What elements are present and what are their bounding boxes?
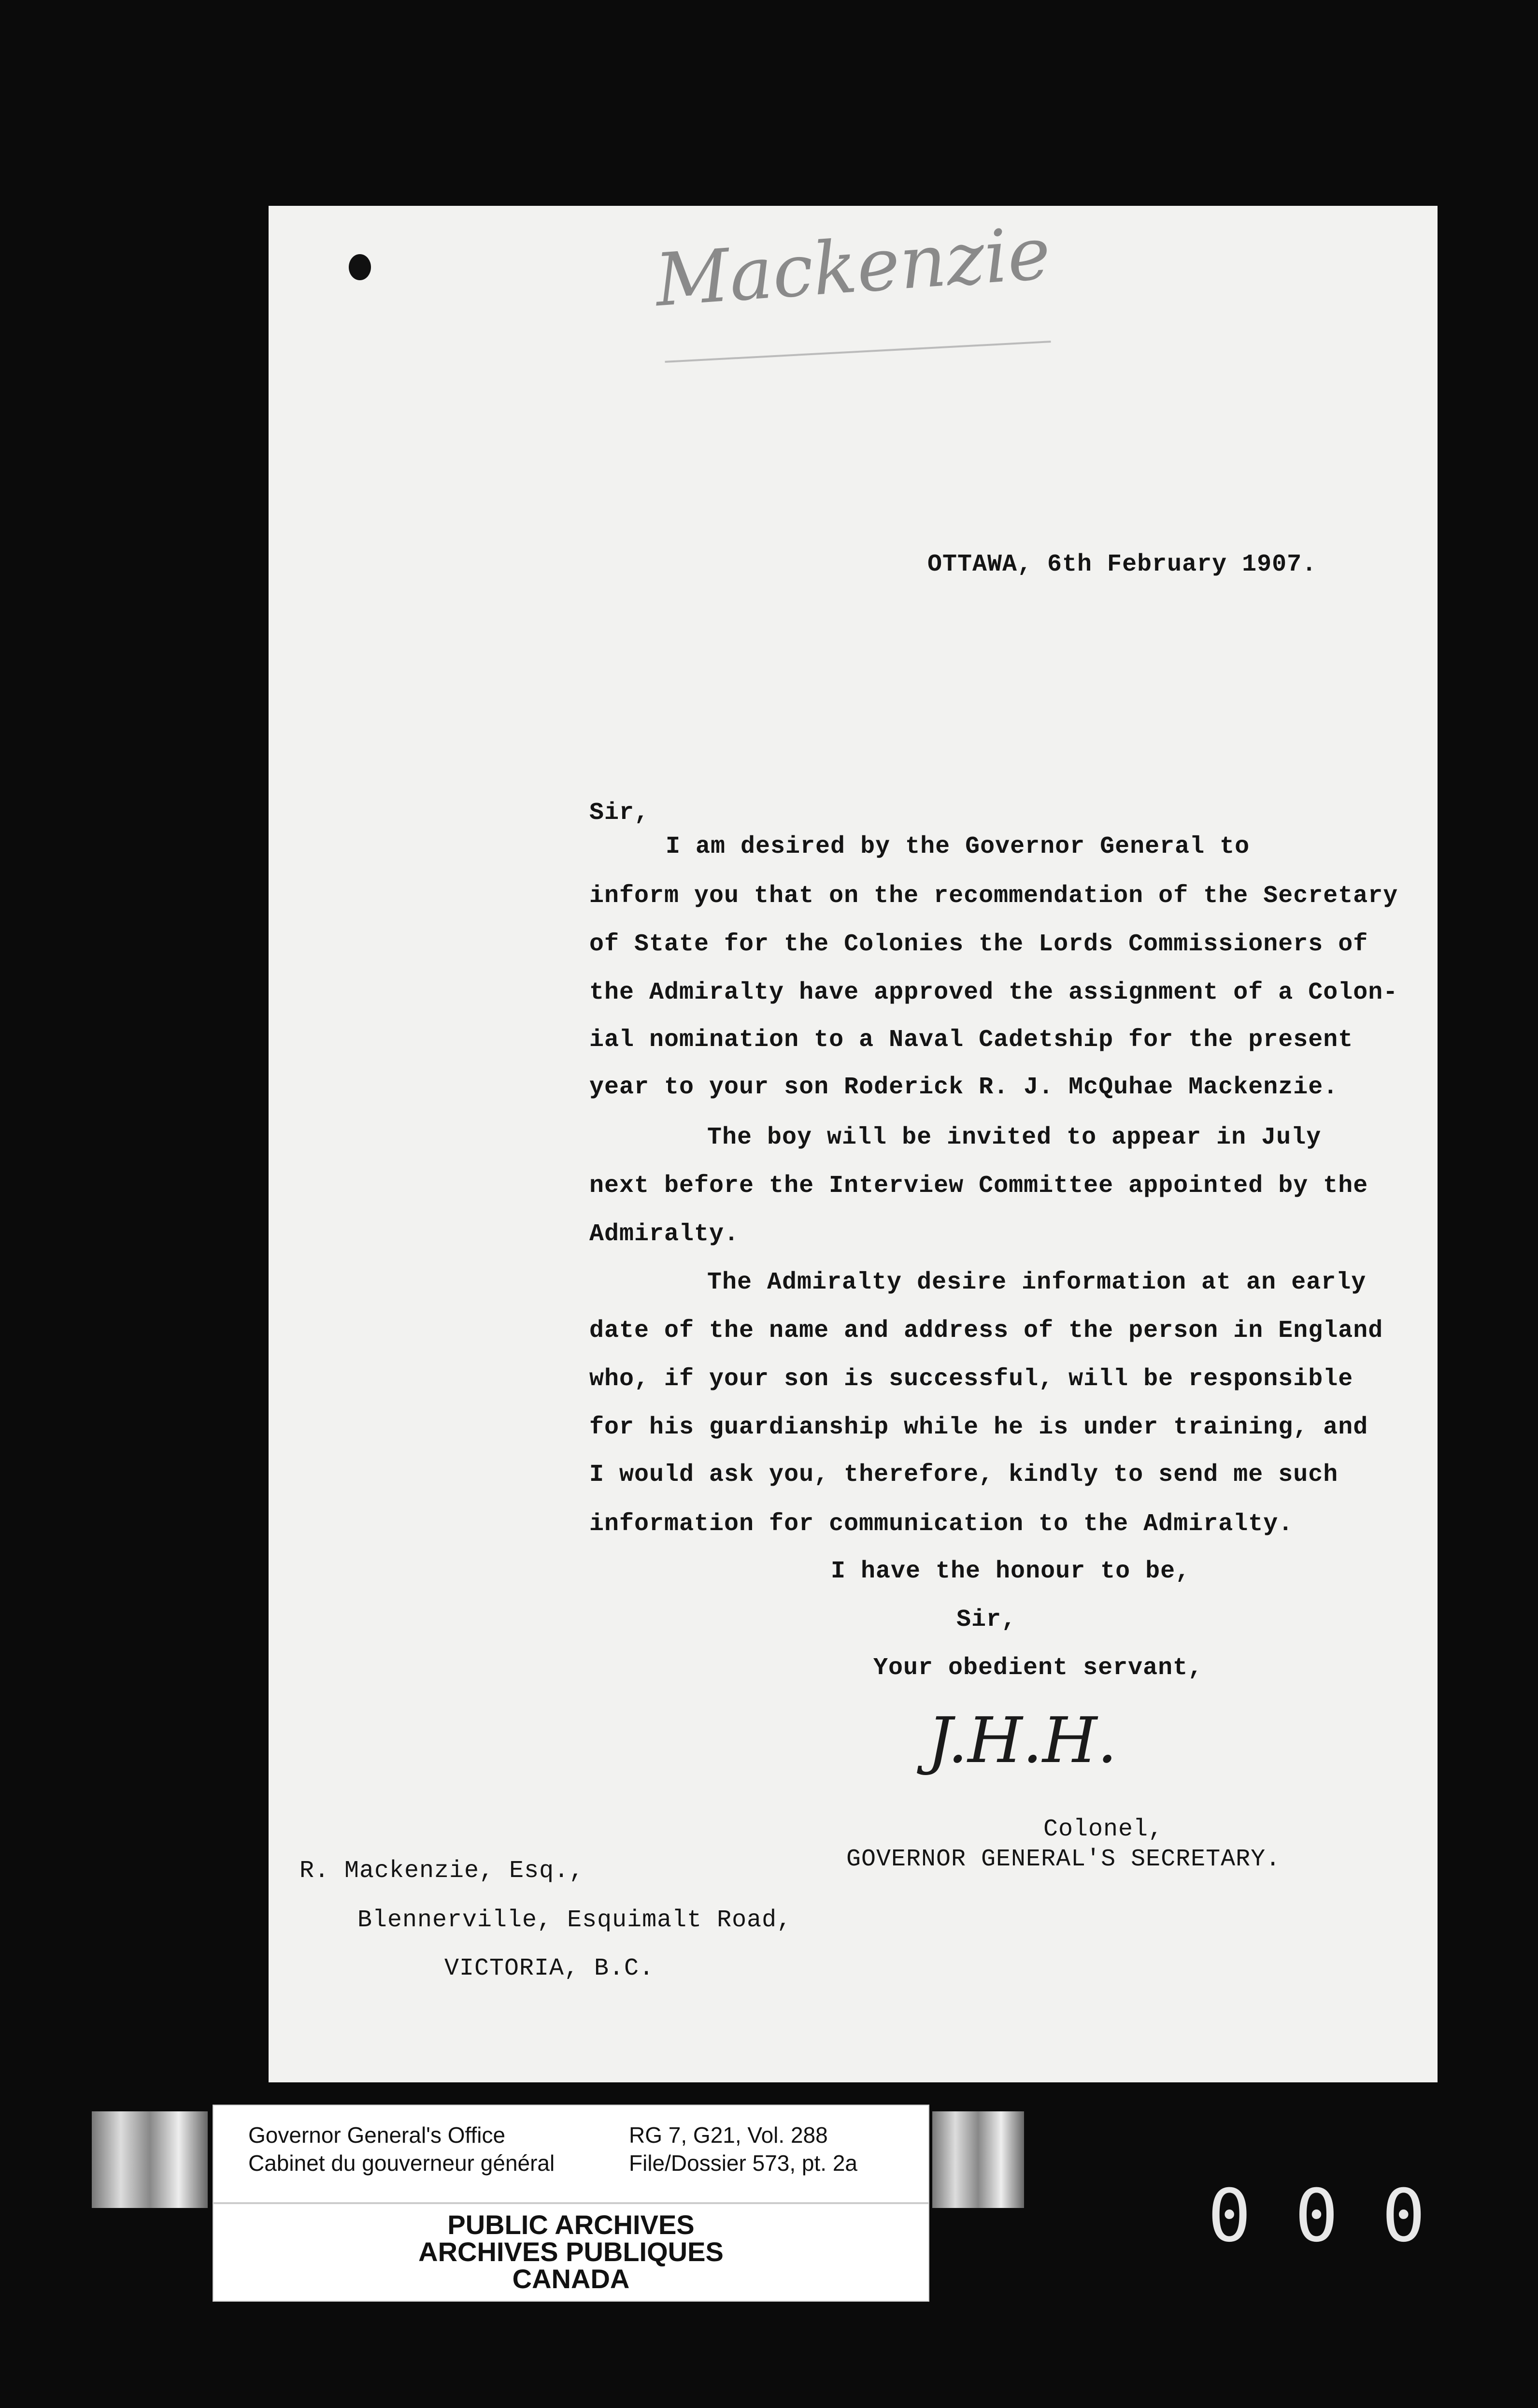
office-fr: Cabinet du gouverneur général bbox=[248, 2150, 555, 2176]
address-line: Blennerville, Esquimalt Road, bbox=[357, 1906, 792, 1934]
salutation: Sir, bbox=[589, 799, 650, 827]
country: CANADA bbox=[512, 2264, 630, 2294]
handwritten-name: Mackenzie bbox=[652, 211, 1054, 323]
signer-rank: Colonel, bbox=[1043, 1816, 1164, 1843]
body-line: who, if your son is successful, will be responsible bbox=[589, 1365, 1353, 1393]
pencil-underline bbox=[665, 341, 1051, 363]
body-line: ial nomination to a Naval Cadetship for the present bbox=[589, 1026, 1353, 1054]
institution-fr: ARCHIVES PUBLIQUES bbox=[418, 2236, 724, 2267]
frame-counter: 000 bbox=[1208, 2174, 1469, 2258]
signature: J.H.H. bbox=[927, 1704, 1117, 1777]
institution-en: PUBLIC ARCHIVES bbox=[447, 2209, 695, 2240]
film-glare-left bbox=[92, 2111, 208, 2208]
body-line: Admiralty. bbox=[589, 1220, 740, 1248]
body-line: the Admiralty have approved the assignment of a Colon- bbox=[589, 979, 1398, 1006]
letter-page bbox=[269, 206, 1438, 2082]
body-line: of State for the Colonies the Lords Commissioners of bbox=[589, 931, 1368, 958]
dateline: OTTAWA, 6th February 1907. bbox=[927, 551, 1317, 578]
body-line: The Admiralty desire information at an early bbox=[707, 1269, 1367, 1296]
public-archives-label bbox=[213, 2203, 929, 2302]
film-glare-right bbox=[932, 2111, 1024, 2208]
reference-volume: RG 7, G21, Vol. 288 bbox=[629, 2122, 828, 2148]
body-line: year to your son Roderick R. J. McQuhae Mackenzie. bbox=[589, 1074, 1339, 1101]
body-line: The boy will be invited to appear in July bbox=[707, 1124, 1322, 1151]
body-line: information for communication to the Admiralty. bbox=[589, 1510, 1294, 1538]
closing-line: Sir, bbox=[956, 1606, 1017, 1634]
reference-file: File/Dossier 573, pt. 2a bbox=[629, 2150, 858, 2176]
body-line: next before the Interview Committee appointed by the bbox=[589, 1172, 1368, 1200]
body-line: date of the name and address of the person in England bbox=[589, 1317, 1383, 1345]
body-line: for his guardianship while he is under training, and bbox=[589, 1414, 1368, 1441]
closing-line: Your obedient servant, bbox=[873, 1654, 1203, 1682]
body-line: inform you that on the recommendation of the Secretary bbox=[589, 882, 1398, 910]
body-line: I am desired by the Governor General to bbox=[666, 833, 1250, 860]
body-line: I would ask you, therefore, kindly to send me such bbox=[589, 1461, 1339, 1489]
address-line: R. Mackenzie, Esq., bbox=[299, 1857, 584, 1885]
office-en: Governor General's Office bbox=[248, 2122, 506, 2148]
closing-line: I have the honour to be, bbox=[831, 1558, 1191, 1585]
address-line: VICTORIA, B.C. bbox=[444, 1955, 655, 1982]
signer-title: GOVERNOR GENERAL'S SECRETARY. bbox=[846, 1846, 1281, 1873]
archive-reference-label bbox=[213, 2105, 929, 2203]
ink-blot bbox=[349, 254, 371, 280]
